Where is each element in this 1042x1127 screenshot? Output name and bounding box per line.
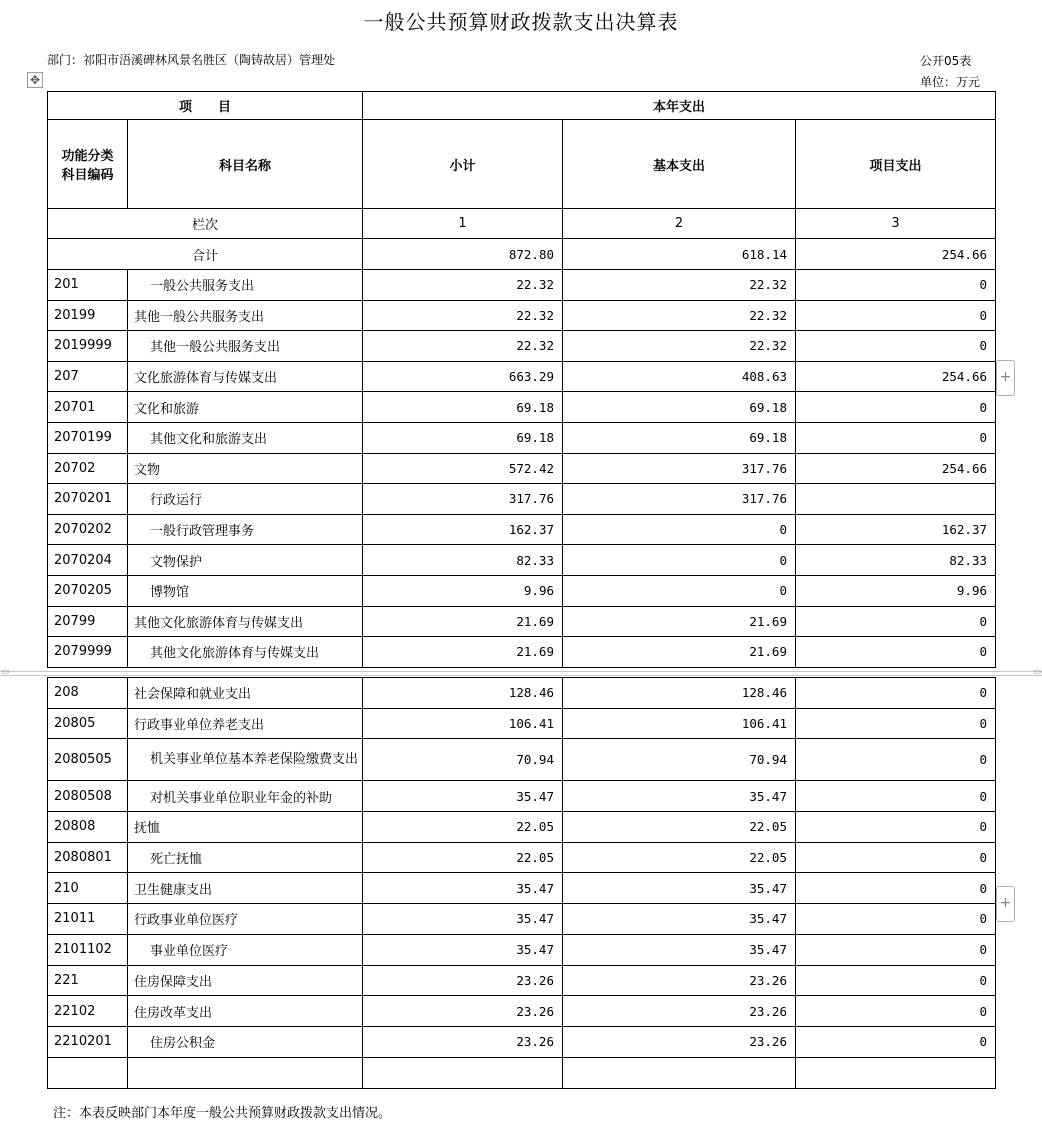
table-row [48, 484, 996, 515]
row-name: 社会保障和就业支出 [128, 678, 363, 709]
table-row [48, 1026, 996, 1057]
row-code: 210 [48, 873, 128, 904]
row-project: 0 [796, 873, 996, 904]
row-project: 0 [796, 904, 996, 935]
header-code-line2: 科目编码 [61, 168, 114, 183]
add-row-icon[interactable]: + [996, 886, 1015, 922]
column-index-label: 栏次 [48, 209, 363, 239]
table-row [48, 842, 996, 873]
row-project: 0 [796, 331, 996, 362]
header-subtotal: 小计 [363, 120, 563, 209]
row-name: 住房公积金 [128, 1026, 363, 1057]
table-row [48, 575, 996, 606]
row-basic: 23.26 [563, 996, 796, 1027]
table-row [48, 965, 996, 996]
row-code: 20199 [48, 300, 128, 331]
header-code [48, 120, 128, 209]
row-basic: 21.69 [563, 637, 796, 668]
row-code: 21011 [48, 904, 128, 935]
row-basic: 128.46 [563, 678, 796, 709]
row-basic: 0 [563, 575, 796, 606]
page-break-marker-icon: ▭ [1033, 667, 1042, 677]
row-subtotal: 69.18 [363, 422, 563, 453]
row-project: 82.33 [796, 545, 996, 576]
row-project: 0 [796, 300, 996, 331]
row-name: 行政事业单位医疗 [128, 904, 363, 935]
row-basic: 22.32 [563, 270, 796, 301]
table-row [48, 422, 996, 453]
column-index-1: 1 [363, 209, 563, 239]
table-row [48, 637, 996, 668]
row-code: 2079999 [48, 637, 128, 668]
row-name: 一般公共服务支出 [128, 270, 363, 301]
row-name: 文化和旅游 [128, 392, 363, 423]
unit-label: 单位：万元 [920, 75, 981, 89]
table-row [48, 300, 996, 331]
page-title: 一般公共预算财政拨款支出决算表 [363, 10, 679, 34]
row-code: 2101102 [48, 934, 128, 965]
header-item: 项 目 [48, 92, 363, 120]
department-label: 部门：祁阳市浯溪碑林风景名胜区（陶铸故居）管理处 [47, 53, 336, 67]
row-project: 162.37 [796, 514, 996, 545]
row-project: 9.96 [796, 575, 996, 606]
row-basic: 22.05 [563, 842, 796, 873]
table-row [48, 453, 996, 484]
row-basic: 106.41 [563, 708, 796, 739]
row-code: 2210201 [48, 1026, 128, 1057]
row-subtotal: 106.41 [363, 708, 563, 739]
row-project: 254.66 [796, 361, 996, 392]
row-project: 254.66 [796, 453, 996, 484]
row-code: 2080508 [48, 781, 128, 812]
table-row [48, 996, 996, 1027]
row-name: 其他一般公共服务支出 [128, 331, 363, 362]
row-project: 0 [796, 965, 996, 996]
row-code: 20805 [48, 708, 128, 739]
row-subtotal: 35.47 [363, 873, 563, 904]
row-project: 0 [796, 678, 996, 709]
table-row [48, 904, 996, 935]
row-project [796, 484, 996, 515]
row-basic: 22.05 [563, 812, 796, 843]
row-subtotal: 22.05 [363, 842, 563, 873]
column-index-2: 2 [563, 209, 796, 239]
row-subtotal: 22.32 [363, 331, 563, 362]
row-project: 0 [796, 270, 996, 301]
table-row [48, 270, 996, 301]
table-row [48, 934, 996, 965]
row-code: 20701 [48, 392, 128, 423]
row-name: 住房改革支出 [128, 996, 363, 1027]
row-name: 博物馆 [128, 575, 363, 606]
total-project: 254.66 [796, 239, 996, 270]
row-name: 行政事业单位养老支出 [128, 708, 363, 739]
budget-table-part1 [47, 91, 996, 668]
row-code: 2070201 [48, 484, 128, 515]
header-project: 项目支出 [796, 120, 996, 209]
row-subtotal: 317.76 [363, 484, 563, 515]
row-subtotal: 23.26 [363, 996, 563, 1027]
row-name: 文物保护 [128, 545, 363, 576]
table-row [48, 514, 996, 545]
row-code: 20808 [48, 812, 128, 843]
row-basic: 0 [563, 514, 796, 545]
table-row [48, 781, 996, 812]
row-subtotal: 22.32 [363, 270, 563, 301]
row-basic: 23.26 [563, 1026, 796, 1057]
row-subtotal: 35.47 [363, 934, 563, 965]
row-project: 0 [796, 606, 996, 637]
row-subtotal: 82.33 [363, 545, 563, 576]
row-code: 2070205 [48, 575, 128, 606]
column-index-3: 3 [796, 209, 996, 239]
row-name: 其他文化旅游体育与传媒支出 [128, 637, 363, 668]
row-name: 行政运行 [128, 484, 363, 515]
row-project: 0 [796, 1026, 996, 1057]
row-basic: 35.47 [563, 873, 796, 904]
row-basic: 69.18 [563, 392, 796, 423]
row-subtotal: 21.69 [363, 606, 563, 637]
table-row [48, 873, 996, 904]
row-project: 0 [796, 781, 996, 812]
table-row [48, 812, 996, 843]
row-name: 文物 [128, 453, 363, 484]
row-code: 2019999 [48, 331, 128, 362]
row-code: 20702 [48, 453, 128, 484]
header-code-line1: 功能分类 [61, 149, 114, 164]
row-subtotal: 22.05 [363, 812, 563, 843]
row-basic: 408.63 [563, 361, 796, 392]
row-name: 文化旅游体育与传媒支出 [128, 361, 363, 392]
row-code: 221 [48, 965, 128, 996]
row-project: 0 [796, 812, 996, 843]
row-name: 对机关事业单位职业年金的补助 [128, 781, 363, 812]
row-project: 0 [796, 392, 996, 423]
row-subtotal: 22.32 [363, 300, 563, 331]
total-basic: 618.14 [563, 239, 796, 270]
row-name: 死亡抚恤 [128, 842, 363, 873]
row-basic: 0 [563, 545, 796, 576]
row-subtotal: 69.18 [363, 392, 563, 423]
row-subtotal: 162.37 [363, 514, 563, 545]
row-code: 201 [48, 270, 128, 301]
row-name: 其他文化旅游体育与传媒支出 [128, 606, 363, 637]
table-row [48, 739, 996, 781]
total-subtotal: 872.80 [363, 239, 563, 270]
row-subtotal: 23.26 [363, 1026, 563, 1057]
table-row [48, 361, 996, 392]
header-name: 科目名称 [128, 120, 363, 209]
row-subtotal: 35.47 [363, 904, 563, 935]
table-row [48, 331, 996, 362]
row-code: 208 [48, 678, 128, 709]
row-subtotal: 35.47 [363, 781, 563, 812]
blank-row [48, 1057, 996, 1088]
add-row-icon[interactable]: + [996, 360, 1015, 396]
row-code: 2070204 [48, 545, 128, 576]
page-break-marker-icon: ▭ [1, 667, 10, 677]
row-subtotal: 572.42 [363, 453, 563, 484]
row-basic: 22.32 [563, 331, 796, 362]
row-subtotal: 663.29 [363, 361, 563, 392]
row-project: 0 [796, 996, 996, 1027]
table-row [48, 392, 996, 423]
row-name: 抚恤 [128, 812, 363, 843]
table-row [48, 708, 996, 739]
row-code: 2080801 [48, 842, 128, 873]
row-name: 卫生健康支出 [128, 873, 363, 904]
row-name: 一般行政管理事务 [128, 514, 363, 545]
row-subtotal: 128.46 [363, 678, 563, 709]
table-row [48, 678, 996, 709]
row-project: 0 [796, 708, 996, 739]
row-project: 0 [796, 934, 996, 965]
row-project: 0 [796, 422, 996, 453]
row-name: 其他文化和旅游支出 [128, 422, 363, 453]
row-subtotal: 70.94 [363, 739, 563, 781]
row-project: 0 [796, 637, 996, 668]
row-basic: 35.47 [563, 934, 796, 965]
footnote: 注：本表反映部门本年度一般公共预算财政拨款支出情况。 [53, 1106, 392, 1121]
row-code: 2070202 [48, 514, 128, 545]
row-name: 其他一般公共服务支出 [128, 300, 363, 331]
row-basic: 21.69 [563, 606, 796, 637]
row-basic: 35.47 [563, 781, 796, 812]
row-basic: 35.47 [563, 904, 796, 935]
table-row [48, 545, 996, 576]
table-move-handle-icon[interactable]: ✥ [27, 72, 43, 88]
row-code: 207 [48, 361, 128, 392]
row-code: 22102 [48, 996, 128, 1027]
row-name: 机关事业单位基本养老保险缴费支出 [128, 739, 363, 781]
row-basic: 69.18 [563, 422, 796, 453]
row-project: 0 [796, 739, 996, 781]
row-project: 0 [796, 842, 996, 873]
row-subtotal: 9.96 [363, 575, 563, 606]
row-name: 事业单位医疗 [128, 934, 363, 965]
table-row [48, 606, 996, 637]
row-basic: 317.76 [563, 453, 796, 484]
budget-table-part2 [47, 677, 996, 1089]
row-basic: 23.26 [563, 965, 796, 996]
total-label: 合计 [48, 239, 363, 270]
row-code: 2070199 [48, 422, 128, 453]
row-name: 住房保障支出 [128, 965, 363, 996]
row-subtotal: 21.69 [363, 637, 563, 668]
row-basic: 70.94 [563, 739, 796, 781]
row-basic: 22.32 [563, 300, 796, 331]
row-code: 20799 [48, 606, 128, 637]
row-code: 2080505 [48, 739, 128, 781]
header-current-year: 本年支出 [363, 92, 996, 120]
row-basic: 317.76 [563, 484, 796, 515]
row-subtotal: 23.26 [363, 965, 563, 996]
header-basic: 基本支出 [563, 120, 796, 209]
form-number: 公开05表 [920, 54, 972, 68]
